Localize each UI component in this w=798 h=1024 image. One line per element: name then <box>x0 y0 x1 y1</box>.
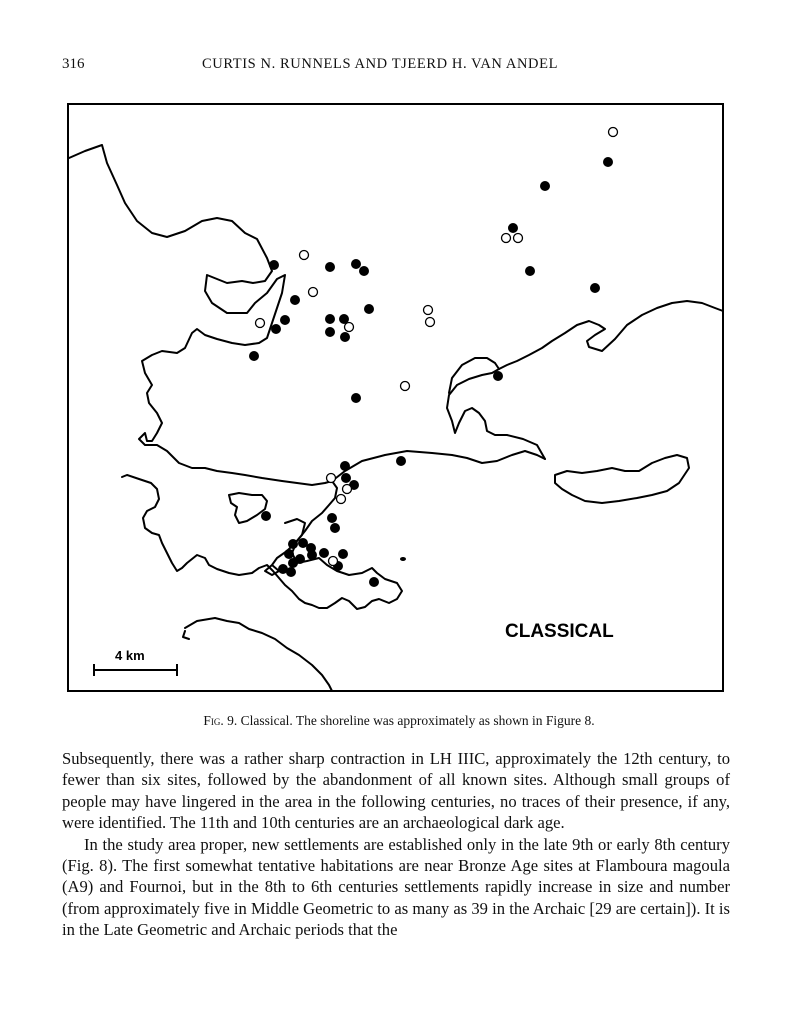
site-marker-filled <box>525 266 535 276</box>
site-marker-open <box>309 288 318 297</box>
site-marker-filled <box>603 157 613 167</box>
site-marker-filled <box>261 511 271 521</box>
site-marker-filled <box>340 461 350 471</box>
site-marker-filled <box>319 548 329 558</box>
site-marker-open <box>514 234 523 243</box>
paragraph: In the study area proper, new settlements are established only in the late 9th or early 8th century (Fig. 8). The first somewhat tentative habitations are near Bronze Age sites at Flamboura magoula (A9) and Fournoi, but in the 8th to 6th centuries settlements rapidly increase in size and number (from approximately five in Middle Geometric to as many as 39 in the Archaic [29 are certain]). It is in the Late Geometric and Archaic periods that the <box>62 834 730 940</box>
site-marker-filled <box>280 315 290 325</box>
map-title: CLASSICAL <box>505 621 614 642</box>
site-marker-filled <box>364 304 374 314</box>
figure-caption <box>0 713 798 729</box>
site-marker-filled <box>307 550 317 560</box>
site-marker-filled <box>290 295 300 305</box>
site-marker-open <box>343 485 352 494</box>
site-marker-open <box>345 323 354 332</box>
site-marker-filled <box>341 473 351 483</box>
site-marker-filled <box>590 283 600 293</box>
map-border <box>68 104 723 691</box>
site-marker-filled <box>249 351 259 361</box>
site-marker-filled <box>288 558 298 568</box>
site-marker-filled <box>325 314 335 324</box>
page-header <box>62 56 730 78</box>
map-svg <box>67 103 724 692</box>
running-head: CURTIS N. RUNNELS AND TJEERD H. VAN ANDEL <box>202 56 559 72</box>
site-marker-filled <box>288 539 298 549</box>
site-marker-filled <box>359 266 369 276</box>
scale-label: 4 km <box>115 648 145 663</box>
body-text <box>62 748 730 941</box>
site-marker-filled <box>325 327 335 337</box>
site-marker-filled <box>338 549 348 559</box>
site-marker-filled <box>396 456 406 466</box>
page-number: 316 <box>62 56 85 72</box>
paragraph: Subsequently, there was a rather sharp contraction in LH IIIC, approximately the 12th century, to fewer than six sites, followed by the abandonment of all known sites. Although small groups of people may have lingered in the area in the following centuries, no traces of their presence, if any, were identified. The 11th and 10th centuries are an archaeological dark age. <box>62 749 730 833</box>
classical-sites-map <box>67 103 724 692</box>
caption-text: Classical. The shoreline was approximately as shown in Figure 8. <box>237 713 595 728</box>
site-marker-open <box>337 495 346 504</box>
site-marker-filled <box>271 324 281 334</box>
caption-prefix: Fig. 9. <box>203 713 238 728</box>
site-marker-open <box>329 557 338 566</box>
site-marker-filled <box>493 371 503 381</box>
site-marker-filled <box>508 223 518 233</box>
site-marker-filled <box>286 567 296 577</box>
site-marker-filled <box>330 523 340 533</box>
site-marker-open <box>502 234 511 243</box>
site-marker-filled <box>325 262 335 272</box>
site-marker-open <box>327 474 336 483</box>
site-marker-filled <box>369 577 379 587</box>
site-marker-open <box>401 382 410 391</box>
site-marker-open <box>426 318 435 327</box>
site-marker-open <box>424 306 433 315</box>
site-marker-filled <box>269 260 279 270</box>
site-marker-filled <box>327 513 337 523</box>
site-marker-open <box>256 319 265 328</box>
site-marker-filled <box>284 549 294 559</box>
site-marker-open <box>300 251 309 260</box>
site-marker-filled <box>340 332 350 342</box>
islet-dot <box>400 557 406 561</box>
site-marker-filled <box>351 393 361 403</box>
site-marker-filled <box>351 259 361 269</box>
site-marker-filled <box>540 181 550 191</box>
site-marker-open <box>609 128 618 137</box>
